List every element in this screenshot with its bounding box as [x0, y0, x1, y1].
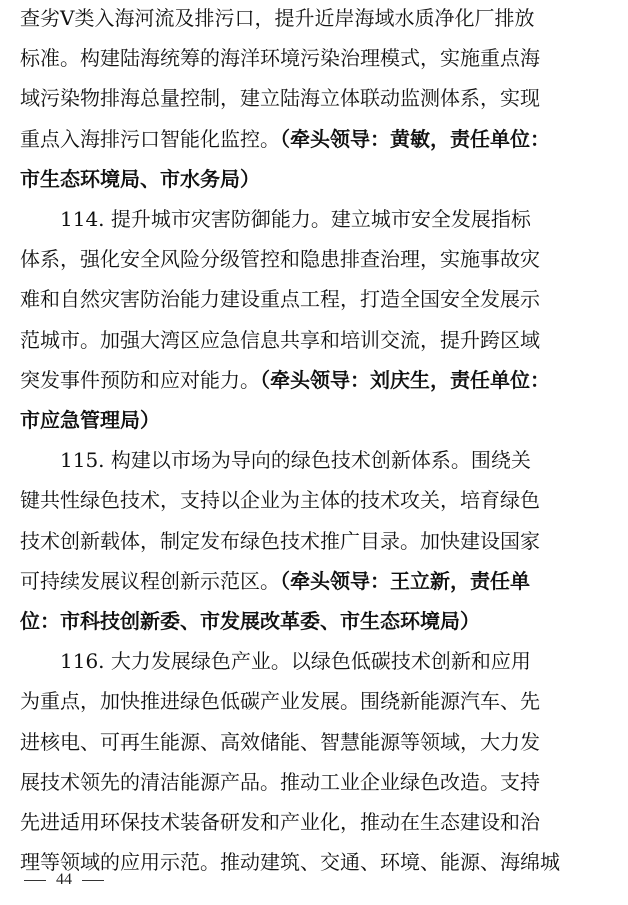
paragraph-4-line-2 [20, 687, 616, 715]
body-text: 域污染物排海总量控制，建立陆海立体联动监测体系，实现 [20, 86, 540, 111]
paragraph-3-line-2 [20, 486, 616, 514]
paragraph-3-line-3 [20, 527, 616, 555]
footer-dash-right [82, 880, 104, 881]
responsibility-note: （牵头领导：刘庆生，责任单位： [260, 367, 550, 392]
paragraph-2-line-5 [20, 366, 616, 394]
body-text: 进核电、可再生能源、高效储能、智慧能源等领域，大力发 [20, 729, 540, 754]
paragraph-2-line-4 [20, 326, 616, 354]
body-text: 114. 提升城市灾害防御能力。建立城市安全发展指标 [60, 207, 531, 231]
body-text: 突发事件预防和应对能力。 [20, 367, 260, 392]
paragraph-2-line-3 [20, 285, 616, 313]
paragraph-1-line-4 [20, 125, 616, 153]
paragraph-4-line-1 [60, 647, 616, 675]
paragraph-1-line-2 [20, 44, 616, 72]
body-text: 为重点，加快推进绿色低碳产业发展。围绕新能源汽车、先 [20, 689, 540, 714]
paragraph-2-line-2 [20, 245, 616, 273]
paragraph-4-line-3 [20, 728, 616, 756]
body-text: 查劣Ⅴ类入海河流及排污口，提升近岸海域水质净化厂排放 [20, 6, 535, 30]
responsibility-note: （牵头领导：黄敏，责任单位： [280, 126, 550, 151]
paragraph-2-line-6 [20, 406, 616, 434]
body-text: 116. 大力发展绿色产业。以绿色低碳技术创新和应用 [60, 649, 531, 674]
paragraph-3-line-5 [20, 607, 616, 635]
page-number: 44 [56, 871, 72, 888]
paragraph-3-line-4 [20, 567, 616, 595]
responsibility-note: 位：市科技创新委、市发展改革委、市生态环境局） [20, 609, 480, 633]
body-text: 技术创新载体，制定发布绿色技术推广目录。加快建设国家 [20, 528, 540, 553]
body-text: 范城市。加强大湾区应急信息共享和培训交流，提升跨区域 [20, 327, 540, 352]
footer-dash-left [24, 880, 46, 881]
paragraph-2-line-1 [60, 205, 616, 233]
paragraph-3-line-1 [60, 446, 616, 474]
body-text: 展技术领先的清洁能源产品。推动工业企业绿色改造。支持 [20, 769, 540, 794]
body-text: 重点入海排污口智能化监控。 [20, 126, 280, 151]
paragraph-1-line-5 [20, 165, 616, 193]
body-text: 体系，强化安全风险分级管控和隐患排查治理，实施事故灾 [20, 247, 540, 272]
responsibility-note: 市生态环境局、市水务局） [20, 166, 260, 191]
body-text: 115. 构建以市场为导向的绿色技术创新体系。围绕关 [60, 448, 531, 473]
body-text: 先进适用环保技术装备研发和产业化，推动在生态建设和治 [20, 810, 540, 834]
paragraph-4-line-4 [20, 768, 616, 796]
paragraph-1-line-1 [20, 4, 616, 32]
paragraph-4-line-5 [20, 808, 616, 836]
body-text: 难和自然灾害防治能力建设重点工程，打造全国安全发展示 [20, 287, 540, 312]
body-text: 标准。构建陆海统筹的海洋环境污染治理模式，实施重点海 [20, 46, 540, 71]
body-text: 理等领域的应用示范。推动建筑、交通、环境、能源、海绵城 [20, 850, 560, 875]
body-text: 可持续发展议程创新示范区。 [20, 568, 280, 593]
responsibility-note: 市应急管理局） [20, 408, 160, 432]
paragraph-1-line-3 [20, 84, 616, 112]
body-text: 键共性绿色技术，支持以企业为主体的技术攻关，培育绿色 [20, 488, 540, 513]
responsibility-note: （牵头领导：王立新，责任单 [280, 568, 530, 593]
page-footer [18, 870, 110, 890]
